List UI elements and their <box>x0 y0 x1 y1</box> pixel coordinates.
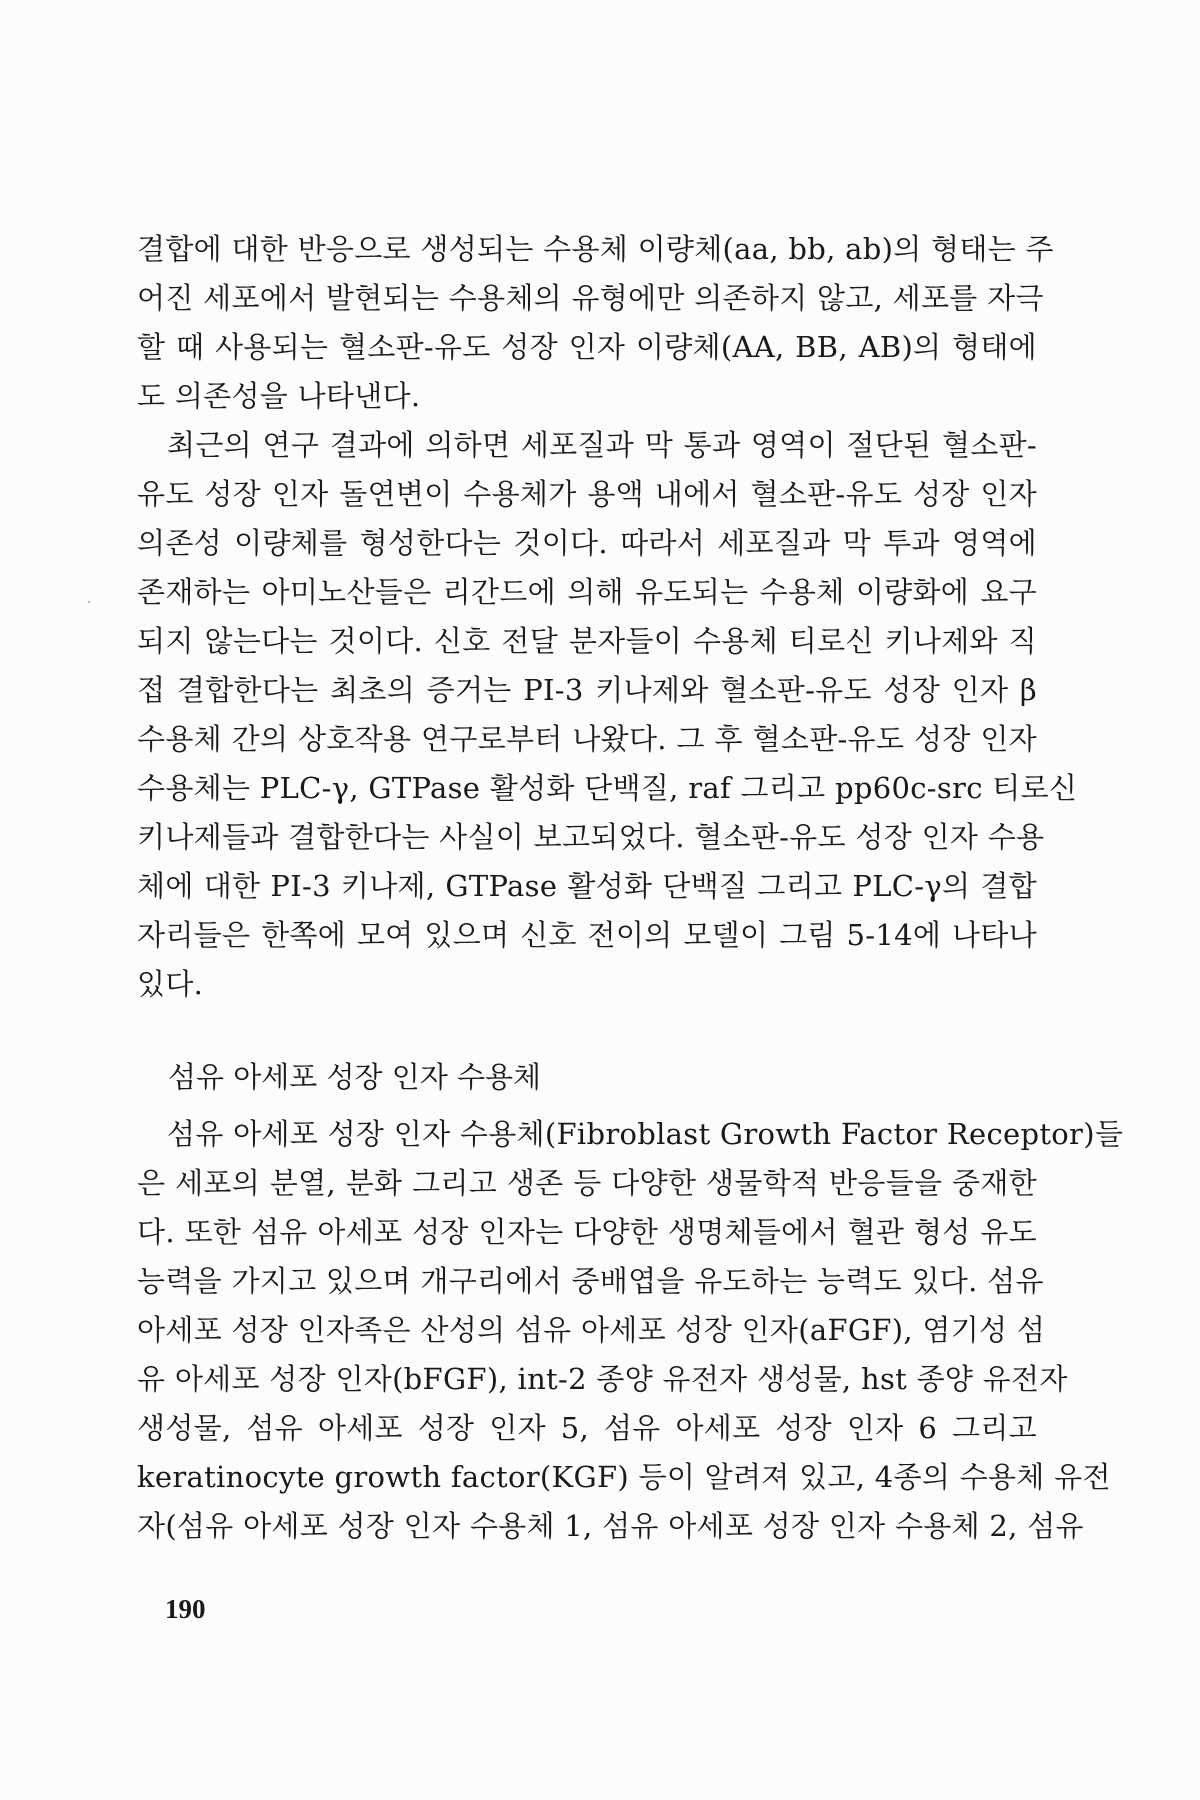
paragraph-first-line: 최근의 연구 결과에 의하면 세포질과 막 통과 영역이 절단된 혈소판- <box>167 428 1037 462</box>
page-number: 190 <box>165 1594 206 1624</box>
paragraph-first-line: 섬유 아세포 성장 인자 수용체(Fibroblast Growth Factor Receptor)들 <box>167 1117 1124 1151</box>
text-line: 은 세포의 분열, 분화 그리고 생존 등 다양한 생물학적 반응들을 중재한 <box>137 1166 1037 1200</box>
body-text-top <box>137 225 1078 1009</box>
text-line: 수용체 간의 상호작용 연구로부터 나왔다. 그 후 혈소판-유도 성장 인자 <box>137 722 1037 756</box>
text-line: 생성물, 섬유 아세포 성장 인자 5, 섬유 아세포 성장 인자 6 그리고 <box>137 1411 1037 1445</box>
margin-mark <box>88 601 90 603</box>
text-line: 의존성 이량체를 형성한다는 것이다. 따라서 세포질과 막 투과 영역에 <box>137 526 1037 560</box>
text-line: 도 의존성을 나타낸다. <box>137 379 421 413</box>
text-line: 체에 대한 PI-3 키나제, GTPase 활성화 단백질 그리고 PLC-γ의 결합 <box>137 869 1037 903</box>
text-line: 자(섬유 아세포 성장 인자 수용체 1, 섬유 아세포 성장 인자 수용체 2, 섬유 <box>137 1509 1084 1543</box>
text-line: 유 아세포 성장 인자(bFGF), int-2 종양 유전자 생성물, hst 종양 유전자 <box>137 1362 1068 1396</box>
text-line: 결합에 대한 반응으로 생성되는 수용체 이량체(aa, bb, ab)의 형태는 주 <box>137 232 1054 266</box>
text-line: 아세포 성장 인자족은 산성의 섬유 아세포 성장 인자(aFGF), 염기성 섬 <box>137 1313 1046 1347</box>
text-line: 할 때 사용되는 혈소판-유도 성장 인자 이량체(AA, BB, AB)의 형태에 <box>137 330 1037 364</box>
text-line: 있다. <box>137 967 204 1001</box>
section-heading: 섬유 아세포 성장 인자 수용체 <box>168 1060 542 1094</box>
text-line: 수용체는 PLC-γ, GTPase 활성화 단백질, raf 그리고 pp60c-src 티로신 <box>137 771 1078 805</box>
text-line: 존재하는 아미노산들은 리간드에 의해 유도되는 수용체 이량화에 요구 <box>137 575 1037 609</box>
text-line: keratinocyte growth factor(KGF) 등이 알려져 있고, 4종의 수용체 유전 <box>137 1460 1111 1494</box>
text-line: 유도 성장 인자 돌연변이 수용체가 용액 내에서 혈소판-유도 성장 인자 <box>137 477 1037 511</box>
text-line: 능력을 가지고 있으며 개구리에서 중배엽을 유도하는 능력도 있다. 섬유 <box>137 1264 1044 1298</box>
text-line: 키나제들과 결합한다는 사실이 보고되었다. 혈소판-유도 성장 인자 수용 <box>137 820 1045 854</box>
text-line: 어진 세포에서 발현되는 수용체의 유형에만 의존하지 않고, 세포를 자극 <box>137 281 1044 315</box>
text-line: 자리들은 한쪽에 모여 있으며 신호 전이의 모델이 그림 5-14에 나타나 <box>137 918 1037 952</box>
body-text-bottom <box>137 1110 1124 1551</box>
text-line: 다. 또한 섬유 아세포 성장 인자는 다양한 생명체들에서 혈관 형성 유도 <box>137 1215 1037 1249</box>
text-line: 접 결합한다는 최초의 증거는 PI-3 키나제와 혈소판-유도 성장 인자 β <box>137 673 1037 707</box>
text-line: 되지 않는다는 것이다. 신호 전달 분자들이 수용체 티로신 키나제와 직 <box>137 624 1037 658</box>
